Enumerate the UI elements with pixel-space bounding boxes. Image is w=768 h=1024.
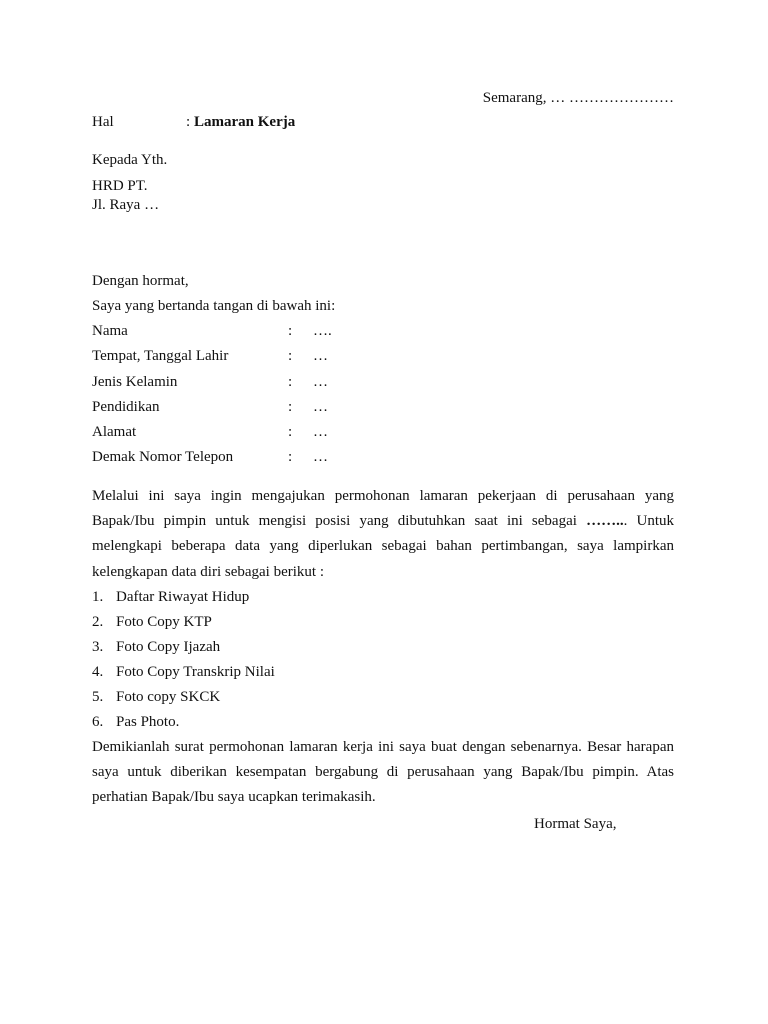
field-label-telepon: Demak Nomor Telepon: [92, 449, 234, 465]
attachment-item: Daftar Riwayat Hidup: [116, 589, 250, 605]
field-label-pendidikan: Pendidikan: [92, 399, 160, 415]
attachment-item: Foto Copy Ijazah: [116, 639, 221, 655]
field-value-telepon: …: [313, 449, 328, 465]
body-paragraph: [92, 484, 674, 585]
closing-paragraph-text: Demikianlah surat permohonan lamaran kerja ini saya buat dengan sebenarnya. Besar harapan saya untuk diberikan kesempatan bergabung di perusahaan yang Bapak/Ibu pimpin. Atas perhatian Bapak/Ibu saya ucapkan terimakasih.: [92, 739, 674, 806]
attachment-item: Foto copy SKCK: [116, 689, 221, 705]
recipient-greeting: Kepada Yth.: [92, 152, 168, 168]
attachment-number: 5.: [92, 689, 104, 705]
field-colon: :: [288, 399, 293, 415]
attachment-item: Foto Copy KTP: [116, 614, 212, 630]
place-date: Semarang, … …………………: [482, 90, 674, 106]
field-colon: :: [288, 424, 293, 440]
salutation: Dengan hormat,: [92, 273, 189, 289]
attachment-number: 2.: [92, 614, 104, 630]
recipient-company: HRD PT.: [92, 178, 148, 194]
attachment-number: 4.: [92, 664, 104, 680]
subject-label: Hal: [92, 114, 114, 130]
field-label-jenis-kelamin: Jenis Kelamin: [92, 374, 178, 390]
recipient-address: Jl. Raya …: [92, 197, 160, 213]
field-colon: :: [288, 374, 293, 390]
field-label-nama: Nama: [92, 323, 128, 339]
attachment-number: 3.: [92, 639, 104, 655]
signoff: Hormat Saya,: [534, 816, 617, 832]
field-label-alamat: Alamat: [92, 424, 137, 440]
attachment-number: 1.: [92, 589, 104, 605]
attachment-item: Foto Copy Transkrip Nilai: [116, 664, 275, 680]
field-colon: :: [288, 449, 293, 465]
subject-value: Lamaran Kerja: [194, 114, 296, 130]
subject-colon: :: [186, 114, 191, 130]
field-label-ttl: Tempat, Tanggal Lahir: [92, 348, 229, 364]
closing-paragraph: [92, 735, 674, 811]
body-paragraph-text-2: . Untuk melengkapi beberapa data yang diperlukan sebagai bahan pertimbangan, saya lampirkan kelengkapan data diri sebagai berikut :: [92, 513, 674, 580]
field-value-pendidikan: …: [313, 399, 328, 415]
intro-line: Saya yang bertanda tangan di bawah ini:: [92, 298, 336, 314]
field-value-nama: ….: [313, 323, 332, 339]
position-placeholder: ……..: [586, 513, 624, 530]
field-value-alamat: …: [313, 424, 328, 440]
field-colon: :: [288, 348, 293, 364]
attachment-item: Pas Photo.: [116, 714, 180, 730]
attachment-number: 6.: [92, 714, 104, 730]
body-paragraph-text-1: Melalui ini saya ingin mengajukan permohonan lamaran pekerjaan di perusahaan yang Bapak/Ibu pimpin untuk mengisi posisi yang dibutuhkan saat ini sebagai: [92, 488, 674, 530]
field-value-jenis-kelamin: …: [313, 374, 328, 390]
field-colon: :: [288, 323, 293, 339]
field-value-ttl: …: [313, 348, 328, 364]
